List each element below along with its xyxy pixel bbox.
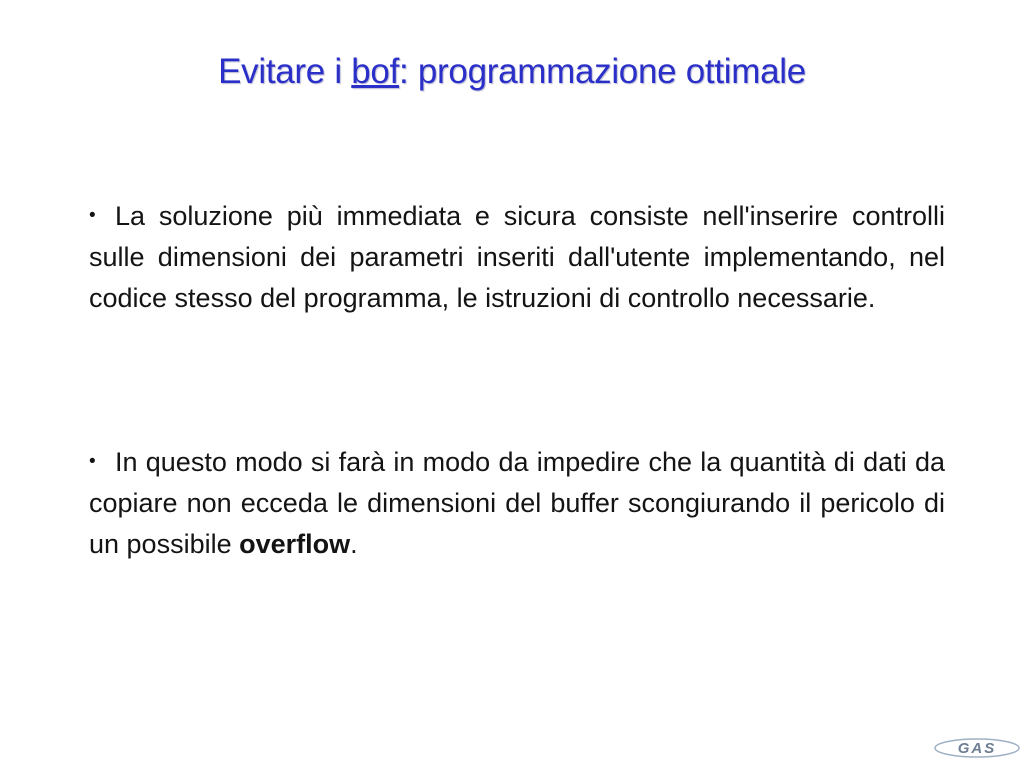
slide-title	[0, 52, 1024, 92]
title-keyword-link[interactable]: bof	[351, 52, 400, 91]
logo-text: GAS	[957, 740, 997, 757]
bullet-icon: •	[89, 451, 96, 472]
gas-logo-icon	[933, 733, 1021, 763]
title-text-after: : programmazione ottimale	[399, 52, 806, 91]
bullet-icon: •	[89, 205, 96, 226]
bullet-paragraph-2	[89, 441, 945, 565]
bullet-paragraph-1	[89, 195, 945, 319]
bullet-1-text: La soluzione più immediata e sicura consiste nell'inserire controlli sulle dimensioni dei parametri inseriti dall'utente implementando, nel codice stesso del programma, le istruzioni di controllo necessarie.	[89, 201, 945, 313]
bullet-2-text-end: .	[350, 529, 358, 559]
bullet-2-text: In questo modo si farà in modo da impedire che la quantità di dati da copiare non ecceda le dimensioni del buffer scongiurando il pericolo di un possibile	[89, 447, 945, 559]
title-text-before: Evitare i	[218, 52, 352, 91]
bullet-2-bold-term: overflow	[239, 529, 351, 559]
